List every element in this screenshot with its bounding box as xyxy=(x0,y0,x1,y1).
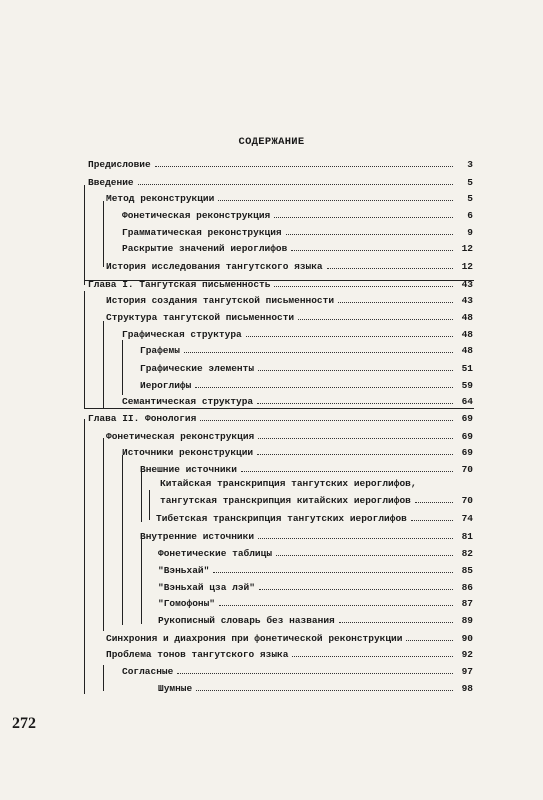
leader-dots xyxy=(327,268,453,269)
toc-entry-label: Источники реконструкции xyxy=(122,447,254,458)
toc-entry-page: 86 xyxy=(461,582,473,593)
leader-dots xyxy=(259,589,453,590)
toc-entry-page: 43 xyxy=(461,279,473,290)
toc-entry-page: 12 xyxy=(461,261,473,272)
toc-entry[interactable] xyxy=(158,579,473,593)
toc-entry-label: Структура тангутской письменности xyxy=(106,312,295,323)
toc-entry-page: 90 xyxy=(461,633,473,644)
leader-dots xyxy=(258,438,453,439)
toc-entry[interactable] xyxy=(158,595,473,609)
level-rule xyxy=(84,419,85,694)
toc-entry[interactable] xyxy=(88,156,473,170)
toc-entry-page: 85 xyxy=(461,565,473,576)
toc-entry[interactable] xyxy=(158,680,473,694)
leader-dots xyxy=(338,302,453,303)
leader-dots xyxy=(155,166,453,167)
toc-entry-label: Рукописный словарь без названия xyxy=(158,615,335,626)
leader-dots xyxy=(257,403,453,404)
level-rule xyxy=(103,321,104,409)
toc-entry-page: 70 xyxy=(461,464,473,475)
leader-dots xyxy=(257,454,453,455)
toc-entry-label: Тибетская транскрипция тангутских иероглифов xyxy=(156,513,407,524)
toc-entry[interactable] xyxy=(106,630,473,644)
leader-dots xyxy=(406,640,453,641)
toc-entry-label: Семантическая структура xyxy=(122,396,254,407)
level-rule xyxy=(103,438,104,631)
leader-dots xyxy=(213,572,453,573)
toc-entry-page: 89 xyxy=(461,615,473,626)
toc-entry-label: Фонетические таблицы xyxy=(158,548,273,559)
toc-entry-page: 81 xyxy=(461,531,473,542)
toc-entry-page: 69 xyxy=(461,447,473,458)
toc-entry-label: История исследования тангутского языка xyxy=(106,261,323,272)
toc-entry-page: 43 xyxy=(461,295,473,306)
toc-entry[interactable] xyxy=(140,342,473,356)
toc-entry[interactable] xyxy=(88,174,473,188)
toc-entry[interactable] xyxy=(158,545,473,559)
leader-dots xyxy=(195,387,453,388)
leader-dots xyxy=(218,200,453,201)
toc-entry[interactable] xyxy=(106,258,473,272)
toc-entry-label: Грамматическая реконструкция xyxy=(122,227,282,238)
toc-entry[interactable] xyxy=(156,510,473,524)
toc-entry[interactable] xyxy=(140,377,473,391)
toc-entry-page: 3 xyxy=(467,159,473,170)
toc-entry-page: 70 xyxy=(461,495,473,506)
level-rule xyxy=(141,472,142,522)
toc-entry-page: 64 xyxy=(461,396,473,407)
toc-entry[interactable] xyxy=(106,292,473,306)
toc-entry-page: 87 xyxy=(461,598,473,609)
toc-entry[interactable] xyxy=(122,444,473,458)
toc-entry[interactable] xyxy=(158,562,473,576)
leader-dots xyxy=(200,420,453,421)
toc-entry[interactable] xyxy=(122,326,473,340)
toc-entry-label: Внутренние источники xyxy=(140,531,255,542)
leader-dots xyxy=(298,319,453,320)
toc-entry[interactable] xyxy=(158,612,473,626)
leader-dots xyxy=(246,336,453,337)
level-rule xyxy=(122,455,123,625)
toc-entry-label: Шумные xyxy=(158,683,193,694)
leader-dots xyxy=(274,217,453,218)
toc-entry-label: "Гомофоны" xyxy=(158,598,216,609)
toc-entry-label: Китайская транскрипция тангутских иероглифов, xyxy=(160,478,417,489)
toc-entry[interactable] xyxy=(88,276,473,290)
leader-dots xyxy=(292,656,453,657)
level-rule xyxy=(141,538,142,624)
toc-entry-label: тангутская транскрипция китайских иероглифов xyxy=(160,495,411,506)
toc-entry-label: Графемы xyxy=(140,345,180,356)
level-rule xyxy=(103,665,104,691)
toc-entry-label: Проблема тонов тангутского языка xyxy=(106,649,289,660)
toc-entry[interactable] xyxy=(106,428,473,442)
toc-entry-page: 9 xyxy=(467,227,473,238)
toc-entry-label: Глава I. Тангутская письменность xyxy=(88,279,271,290)
toc-entry-label: Внешние источники xyxy=(140,464,237,475)
toc-entry[interactable] xyxy=(122,393,473,407)
toc-entry[interactable] xyxy=(140,528,473,542)
page-title: СОДЕРЖАНИЕ xyxy=(238,136,305,148)
toc-entry-page: 5 xyxy=(467,177,473,188)
leader-dots xyxy=(291,250,453,251)
toc-entry[interactable] xyxy=(140,360,473,374)
toc-entry-label: Графические элементы xyxy=(140,363,255,374)
toc-entry-page: 48 xyxy=(461,329,473,340)
level-rule xyxy=(122,340,123,395)
toc-entry-label: Глава II. Фонология xyxy=(88,413,197,424)
toc-entry[interactable] xyxy=(122,224,473,238)
toc-entry[interactable] xyxy=(122,240,473,254)
leader-dots xyxy=(274,286,453,287)
toc-entry-label: Синхрония и диахрония при фонетической реконструкции xyxy=(106,633,403,644)
level-rule xyxy=(84,408,474,409)
toc-entry-label: Фонетическая реконструкция xyxy=(106,431,255,442)
toc-entry[interactable] xyxy=(88,410,473,424)
toc-entry[interactable] xyxy=(106,646,473,660)
toc-entry-page: 74 xyxy=(461,513,473,524)
toc-entry-label: "Вэньхай" xyxy=(158,565,210,576)
toc-entry-page: 98 xyxy=(461,683,473,694)
toc-entry-page: 48 xyxy=(461,345,473,356)
level-rule xyxy=(84,185,85,285)
toc-entry[interactable] xyxy=(106,309,473,323)
leader-dots xyxy=(411,520,453,521)
leader-dots xyxy=(286,234,453,235)
toc-entry-label: Раскрытие значений иероглифов xyxy=(122,243,288,254)
leader-dots xyxy=(196,690,453,691)
toc-entry-page: 5 xyxy=(467,193,473,204)
toc-entry[interactable] xyxy=(106,190,473,204)
toc-entry-continued[interactable] xyxy=(160,478,417,492)
toc-entry-page: 97 xyxy=(461,666,473,677)
toc-entry-page: 82 xyxy=(461,548,473,559)
toc-entry-label: Фонетическая реконструкция xyxy=(122,210,271,221)
toc-entry[interactable] xyxy=(140,461,473,475)
page-number: 272 xyxy=(12,715,36,732)
leader-dots xyxy=(138,184,453,185)
leader-dots xyxy=(219,605,453,606)
leader-dots xyxy=(258,538,453,539)
toc-entry-page: 48 xyxy=(461,312,473,323)
leader-dots xyxy=(415,502,453,503)
toc-entry[interactable] xyxy=(160,492,473,506)
toc-entry[interactable] xyxy=(122,663,473,677)
level-rule xyxy=(149,490,150,520)
toc-entry-page: 69 xyxy=(461,431,473,442)
leader-dots xyxy=(241,471,453,472)
level-rule xyxy=(103,201,104,267)
toc-entry-label: История создания тангутской письменности xyxy=(106,295,335,306)
toc-entry-label: Иероглифы xyxy=(140,380,192,391)
toc-entry-page: 59 xyxy=(461,380,473,391)
toc-entry-page: 92 xyxy=(461,649,473,660)
leader-dots xyxy=(184,352,453,353)
leader-dots xyxy=(258,370,453,371)
toc-entry-label: Графическая структура xyxy=(122,329,242,340)
toc-entry-page: 6 xyxy=(467,210,473,221)
toc-entry-page: 12 xyxy=(461,243,473,254)
toc-entry-label: Введение xyxy=(88,177,134,188)
level-rule xyxy=(84,291,85,409)
toc-entry[interactable] xyxy=(122,207,473,221)
toc-entry-page: 69 xyxy=(461,413,473,424)
toc-entry-label: Предисловие xyxy=(88,159,151,170)
toc-entry-label: Метод реконструкции xyxy=(106,193,215,204)
leader-dots xyxy=(339,622,453,623)
toc-entry-label: "Вэньхай цза лэй" xyxy=(158,582,255,593)
toc-entry-page: 51 xyxy=(461,363,473,374)
leader-dots xyxy=(276,555,453,556)
leader-dots xyxy=(177,673,453,674)
toc-entry-label: Согласные xyxy=(122,666,174,677)
